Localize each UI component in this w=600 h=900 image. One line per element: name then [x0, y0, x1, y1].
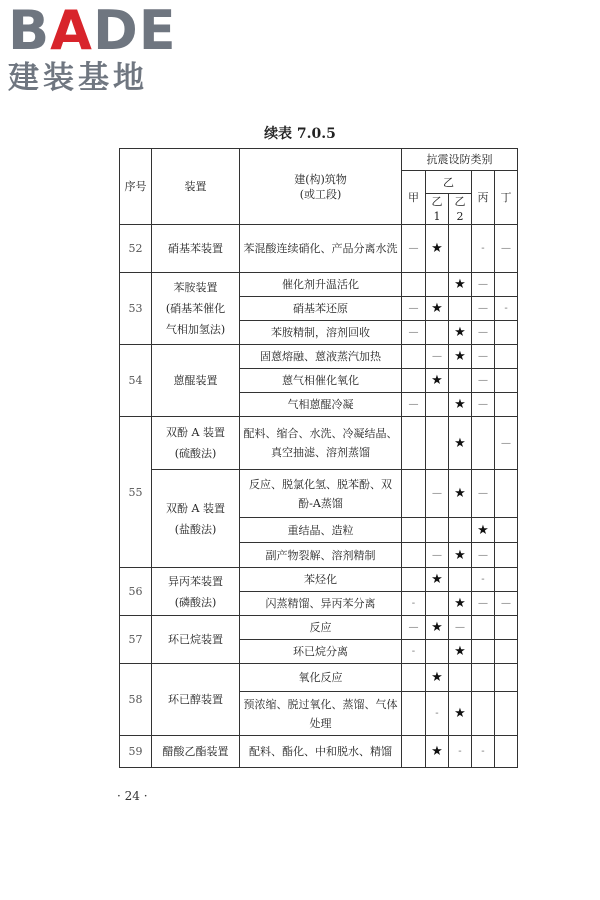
table-row	[120, 568, 518, 592]
category-dash-mark	[402, 470, 426, 518]
table-row	[120, 664, 518, 692]
header-yi1: 乙 1	[426, 194, 449, 225]
process-section: 闪蒸精馏、异丙苯分离	[240, 592, 402, 616]
table-row	[120, 225, 518, 273]
category-dash-mark: —	[449, 616, 472, 640]
category-dash-mark	[402, 518, 426, 543]
device-name	[152, 417, 240, 470]
device-name-line: (硝基苯催化	[165, 302, 226, 315]
header-building: 建(构)筑物 (或工段)	[240, 149, 402, 225]
category-dash-mark: —	[426, 543, 449, 568]
category-dash-mark	[495, 321, 518, 345]
category-dash-mark	[402, 273, 426, 297]
category-dash-mark: —	[402, 393, 426, 417]
process-section: 硝基苯还原	[240, 297, 402, 321]
category-dash-mark	[495, 345, 518, 369]
category-dash-mark: -	[495, 297, 518, 321]
device-name-line: 蒽醌装置	[173, 374, 218, 387]
page-number: · 24 ·	[117, 789, 148, 803]
logo-subtitle: 建装基地	[8, 60, 148, 96]
category-dash-mark	[449, 369, 472, 393]
logo	[8, 0, 208, 104]
category-dash-mark	[449, 664, 472, 692]
process-section: 反应	[240, 616, 402, 640]
category-dash-mark	[495, 470, 518, 518]
process-section: 苯胺精制，溶剂回收	[240, 321, 402, 345]
category-dash-mark	[402, 692, 426, 736]
row-number: 53	[120, 273, 152, 345]
process-section: 氧化反应	[240, 664, 402, 692]
category-star-mark: ★	[426, 297, 449, 321]
header-yi2: 乙 2	[449, 194, 472, 225]
category-dash-mark: —	[426, 470, 449, 518]
device-name-line: 环已醇装置	[168, 693, 223, 706]
category-dash-mark	[472, 692, 495, 736]
category-dash-mark: —	[495, 225, 518, 273]
table-row	[120, 273, 518, 297]
category-dash-mark: —	[472, 297, 495, 321]
table-row	[120, 345, 518, 369]
header-seq: 序号	[120, 149, 152, 225]
category-dash-mark: —	[402, 321, 426, 345]
category-dash-mark: —	[495, 417, 518, 470]
process-section: 催化剂升温活化	[240, 273, 402, 297]
header-jia: 甲	[402, 171, 426, 225]
category-dash-mark	[426, 273, 449, 297]
category-star-mark: ★	[449, 470, 472, 518]
category-dash-mark	[495, 692, 518, 736]
process-section: 配料、酯化、中和脱水、精馏	[240, 736, 402, 768]
category-dash-mark	[426, 592, 449, 616]
category-dash-mark: -	[472, 568, 495, 592]
category-dash-mark	[449, 518, 472, 543]
device-name-line: 硝基苯装置	[168, 242, 223, 255]
category-dash-mark: —	[402, 225, 426, 273]
category-star-mark: ★	[449, 417, 472, 470]
device-name-line: 异丙苯装置	[168, 574, 223, 588]
category-star-mark: ★	[449, 321, 472, 345]
category-dash-mark	[449, 568, 472, 592]
device-name	[152, 225, 240, 273]
process-section: 固蒽熔融、蒽液蒸汽加热	[240, 345, 402, 369]
device-name-line: 气相加氢法)	[165, 323, 226, 336]
category-dash-mark: -	[449, 736, 472, 768]
row-number: 58	[120, 664, 152, 736]
category-dash-mark: —	[472, 470, 495, 518]
category-dash-mark	[402, 369, 426, 393]
device-name	[152, 568, 240, 616]
category-star-mark: ★	[426, 225, 449, 273]
device-name-line: 苯胺装置	[173, 281, 218, 294]
process-section: 气相蒽醌冷凝	[240, 393, 402, 417]
category-dash-mark	[426, 321, 449, 345]
header-bing: 丙	[472, 171, 495, 225]
category-dash-mark	[402, 417, 426, 470]
process-section: 预浓缩、脱过氧化、蒸馏、气体处理	[240, 692, 402, 736]
category-star-mark: ★	[426, 369, 449, 393]
category-dash-mark	[495, 640, 518, 664]
header-ding: 丁	[495, 171, 518, 225]
table-row	[120, 417, 518, 470]
category-star-mark: ★	[426, 568, 449, 592]
process-section: 蒽气相催化氧化	[240, 369, 402, 393]
device-name-line: 双酚 A 装置	[166, 426, 225, 439]
process-section: 重结晶、造粒	[240, 518, 402, 543]
category-dash-mark	[402, 543, 426, 568]
category-star-mark: ★	[449, 692, 472, 736]
device-name-line: 环已烷装置	[168, 633, 223, 646]
category-dash-mark	[472, 664, 495, 692]
device-name-line: (硫酸法)	[174, 447, 217, 460]
category-star-mark: ★	[426, 664, 449, 692]
category-dash-mark: —	[495, 592, 518, 616]
device-name	[152, 664, 240, 736]
category-dash-mark	[495, 664, 518, 692]
category-star-mark: ★	[426, 736, 449, 768]
category-dash-mark	[495, 568, 518, 592]
row-number: 54	[120, 345, 152, 417]
process-section: 苯混酸连续硝化、产品分离水洗	[240, 225, 402, 273]
category-star-mark: ★	[449, 273, 472, 297]
category-dash-mark	[426, 417, 449, 470]
category-dash-mark: —	[426, 345, 449, 369]
device-name-line: 醋酸乙酯装置	[162, 745, 229, 758]
category-dash-mark	[449, 297, 472, 321]
category-dash-mark	[495, 369, 518, 393]
category-dash-mark: —	[472, 321, 495, 345]
category-star-mark: ★	[449, 345, 472, 369]
row-number: 57	[120, 616, 152, 664]
seismic-category-table	[119, 148, 518, 768]
device-name	[152, 345, 240, 417]
category-dash-mark: -	[472, 736, 495, 768]
device-name-line: 双酚 A 装置	[166, 501, 225, 515]
category-dash-mark	[426, 640, 449, 664]
row-number: 52	[120, 225, 152, 273]
category-dash-mark	[402, 345, 426, 369]
category-dash-mark: —	[472, 369, 495, 393]
category-dash-mark: -	[402, 640, 426, 664]
category-dash-mark	[472, 417, 495, 470]
process-section: 配料、缩合、水洗、冷凝结晶、真空抽滤、溶剂蒸馏	[240, 417, 402, 470]
category-dash-mark: -	[426, 692, 449, 736]
category-dash-mark: —	[472, 273, 495, 297]
category-dash-mark: —	[472, 592, 495, 616]
device-name	[152, 273, 240, 345]
header-category: 抗震设防类别	[402, 149, 518, 171]
category-star-mark: ★	[449, 640, 472, 664]
category-dash-mark: —	[402, 616, 426, 640]
category-dash-mark	[495, 736, 518, 768]
header-device: 装置	[152, 149, 240, 225]
category-dash-mark	[472, 640, 495, 664]
category-dash-mark: —	[472, 393, 495, 417]
table-row	[120, 736, 518, 768]
category-dash-mark: -	[402, 592, 426, 616]
category-dash-mark	[402, 736, 426, 768]
category-dash-mark	[495, 518, 518, 543]
process-section: 环已烷分离	[240, 640, 402, 664]
category-star-mark: ★	[472, 518, 495, 543]
category-dash-mark: —	[472, 543, 495, 568]
category-star-mark: ★	[449, 393, 472, 417]
category-star-mark: ★	[426, 616, 449, 640]
category-dash-mark	[449, 225, 472, 273]
category-dash-mark	[426, 518, 449, 543]
table-caption: 续表 7.0.5	[264, 126, 336, 142]
device-name-line: (盐酸法)	[174, 522, 217, 536]
category-star-mark: ★	[449, 592, 472, 616]
device-name	[152, 736, 240, 768]
category-dash-mark	[472, 616, 495, 640]
device-name	[152, 470, 240, 568]
category-star-mark: ★	[449, 543, 472, 568]
table-row	[120, 616, 518, 640]
device-name	[152, 616, 240, 664]
category-dash-mark: —	[402, 297, 426, 321]
category-dash-mark	[495, 393, 518, 417]
category-dash-mark	[495, 273, 518, 297]
table-row	[120, 470, 518, 518]
category-dash-mark	[495, 543, 518, 568]
category-dash-mark: —	[472, 345, 495, 369]
process-section: 苯烃化	[240, 568, 402, 592]
logo-wordmark: BADE	[8, 0, 177, 62]
category-dash-mark	[495, 616, 518, 640]
category-dash-mark	[402, 664, 426, 692]
row-number: 59	[120, 736, 152, 768]
category-dash-mark	[426, 393, 449, 417]
device-name-line: (磷酸法)	[174, 595, 217, 609]
process-section: 反应、脱氯化氢、脱苯酚、双酚-A蒸馏	[240, 470, 402, 518]
category-dash-mark: -	[472, 225, 495, 273]
row-number: 55	[120, 417, 152, 568]
process-section: 副产物裂解、溶剂精制	[240, 543, 402, 568]
category-dash-mark	[402, 568, 426, 592]
header-yi: 乙	[426, 171, 472, 194]
row-number: 56	[120, 568, 152, 616]
